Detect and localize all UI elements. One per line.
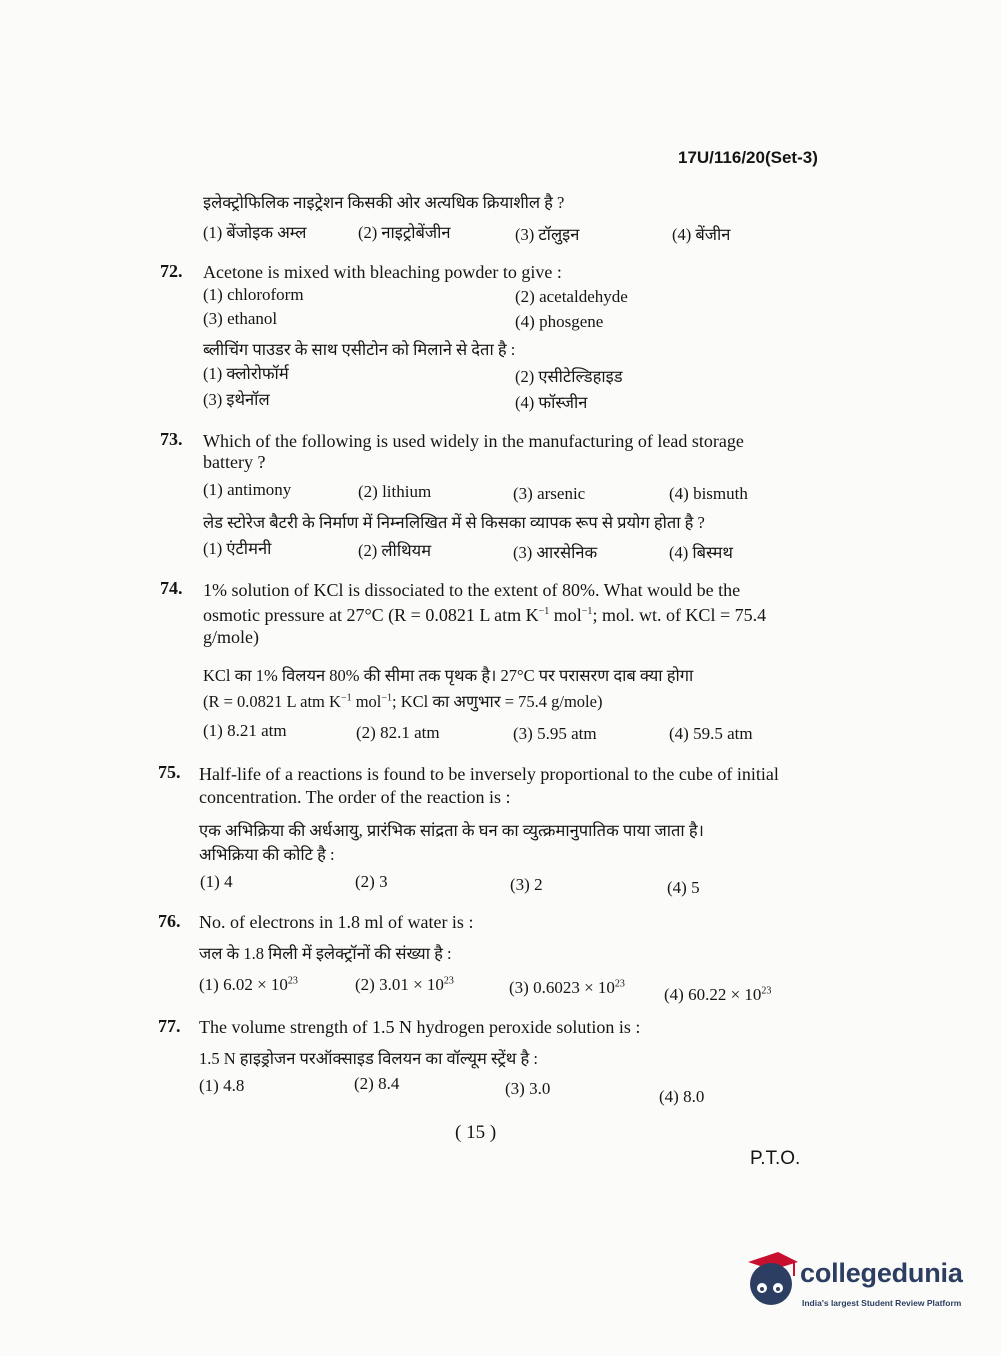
q73-hindi-question: लेड स्टोरेज बैटरी के निर्माण में निम्नलिखित में से किसका व्यापक रूप से प्रयोग होता है ? bbox=[203, 513, 705, 532]
q74-english-question-line1: 1% solution of KCl is dissociated to the extent of 80%. What would be the bbox=[203, 580, 741, 600]
q73-hindi-option-3: (3) आरसेनिक bbox=[513, 543, 598, 562]
q75-english-question-line2: concentration. The order of the reaction is : bbox=[199, 787, 511, 807]
q71-hindi-option-3: (3) टॉलुइन bbox=[515, 225, 580, 244]
q74-english-question-line2: osmotic pressure at 27°C (R = 0.0821 L atm $K^{-1}$ mol$^{-1}$; mol. wt. of KCl = 75.4 bbox=[203, 605, 767, 625]
q76-number: 76. bbox=[158, 911, 181, 931]
q74-hindi-question-line1: KCl का 1% विलयन 80% की सीमा तक पृथक है। 27°C पर परासरण दाब क्या होगा bbox=[203, 666, 694, 685]
q73-hindi-option-1: (1) एंटीमनी bbox=[203, 539, 272, 558]
q75-option-1: (1) 4 bbox=[200, 872, 233, 891]
q74-english-question-line3: g/mole) bbox=[203, 627, 259, 647]
q76-option-4: (4) $60.22 \times 10^{23}$ bbox=[664, 985, 772, 1004]
q74-number: 74. bbox=[160, 578, 183, 598]
q74-option-4: (4) 59.5 atm bbox=[669, 724, 753, 743]
q72-hindi-question: ब्लीचिंग पाउडर के साथ एसीटोन को मिलाने से देता है : bbox=[203, 340, 516, 359]
q75-hindi-question-line2: अभिक्रिया की कोटि है : bbox=[199, 845, 335, 864]
q76-option-1: (1) $6.02 \times 10^{23}$ bbox=[199, 975, 298, 994]
q73-option-3: (3) arsenic bbox=[513, 484, 586, 503]
q76-english-question: No. of electrons in 1.8 ml of water is : bbox=[199, 912, 474, 932]
q76-option-3: (3) $0.6023 \times 10^{23}$ bbox=[509, 978, 625, 997]
watermark-tagline: India's largest Student Review Platform bbox=[802, 1298, 962, 1308]
q72-hindi-option-4: (4) फॉस्जीन bbox=[515, 393, 588, 412]
q71-hindi-question: इलेक्ट्रोफिलिक नाइट्रेशन किसकी ओर अत्यधिक क्रियाशील है ? bbox=[203, 193, 565, 212]
q73-english-question-line1: Which of the following is used widely in the manufacturing of lead storage bbox=[203, 431, 744, 451]
q73-option-2: (2) lithium bbox=[358, 482, 432, 501]
q72-hindi-option-3: (3) इथेनॉल bbox=[203, 390, 270, 409]
q71-hindi-option-4: (4) बेंजीन bbox=[672, 225, 731, 244]
q77-number: 77. bbox=[158, 1016, 181, 1036]
q73-number: 73. bbox=[160, 429, 183, 449]
q72-english-question: Acetone is mixed with bleaching powder to give : bbox=[203, 262, 562, 282]
q73-hindi-option-4: (4) बिस्मथ bbox=[669, 543, 733, 562]
q77-option-1: (1) 4.8 bbox=[199, 1076, 245, 1095]
q71-hindi-option-1: (1) बेंजोइक अम्ल bbox=[203, 223, 307, 242]
q77-hindi-question: 1.5 N हाइड्रोजन परऑक्साइड विलयन का वॉल्यूम स्ट्रेंथ है : bbox=[199, 1049, 538, 1068]
q72-option-1: (1) chloroform bbox=[203, 285, 304, 304]
q75-hindi-question-line1: एक अभिक्रिया की अर्धआयु, प्रारंभिक सांद्रता के घन का व्युत्क्रमानुपातिक पाया जाता है। bbox=[199, 821, 704, 840]
q73-option-1: (1) antimony bbox=[203, 480, 292, 499]
q72-hindi-option-2: (2) एसीटेल्डिहाइड bbox=[515, 367, 623, 386]
q77-option-4: (4) 8.0 bbox=[659, 1087, 705, 1106]
q77-option-2: (2) 8.4 bbox=[354, 1074, 400, 1093]
q77-option-3: (3) 3.0 bbox=[505, 1079, 551, 1098]
q76-option-2: (2) $3.01 \times 10^{23}$ bbox=[355, 975, 454, 994]
q74-hindi-question-line2: (R = 0.0821 L atm $K^{-1}$ mol$^{-1}$; KCl का अणुभार = 75.4 g/mole) bbox=[203, 692, 603, 711]
q76-hindi-question: जल के 1.8 मिली में इलेक्ट्रॉनों की संख्या है : bbox=[199, 944, 452, 963]
paper-code: 17U/116/20(Set-3) bbox=[678, 148, 818, 167]
q77-english-question: The volume strength of 1.5 N hydrogen peroxide solution is : bbox=[199, 1017, 641, 1037]
q74-option-1: (1) 8.21 atm bbox=[203, 721, 287, 740]
q71-hindi-option-2: (2) नाइट्रोबेंजीन bbox=[358, 223, 451, 242]
pto-label: P.T.O. bbox=[750, 1148, 801, 1169]
q72-option-4: (4) phosgene bbox=[515, 312, 604, 331]
q73-english-question-line2: battery ? bbox=[203, 452, 266, 472]
q74-option-2: (2) 82.1 atm bbox=[356, 723, 440, 742]
q75-option-2: (2) 3 bbox=[355, 872, 388, 891]
page-number: ( 15 ) bbox=[455, 1122, 497, 1143]
q72-option-3: (3) ethanol bbox=[203, 309, 278, 328]
q72-hindi-option-1: (1) क्लोरोफॉर्म bbox=[203, 364, 289, 383]
q72-option-2: (2) acetaldehyde bbox=[515, 287, 628, 306]
collegedunia-watermark bbox=[742, 1248, 972, 1314]
q75-option-3: (3) 2 bbox=[510, 875, 543, 894]
q75-option-4: (4) 5 bbox=[667, 878, 700, 897]
watermark-brand-name: collegedunia bbox=[800, 1258, 963, 1288]
q75-number: 75. bbox=[158, 762, 181, 782]
q75-english-question-line1: Half-life of a reactions is found to be inversely proportional to the cube of initial bbox=[199, 764, 779, 784]
q72-number: 72. bbox=[160, 261, 183, 281]
q73-hindi-option-2: (2) लीथियम bbox=[358, 541, 432, 560]
collegedunia-logo-icon bbox=[742, 1248, 800, 1310]
q73-option-4: (4) bismuth bbox=[669, 484, 748, 503]
q74-option-3: (3) 5.95 atm bbox=[513, 724, 597, 743]
